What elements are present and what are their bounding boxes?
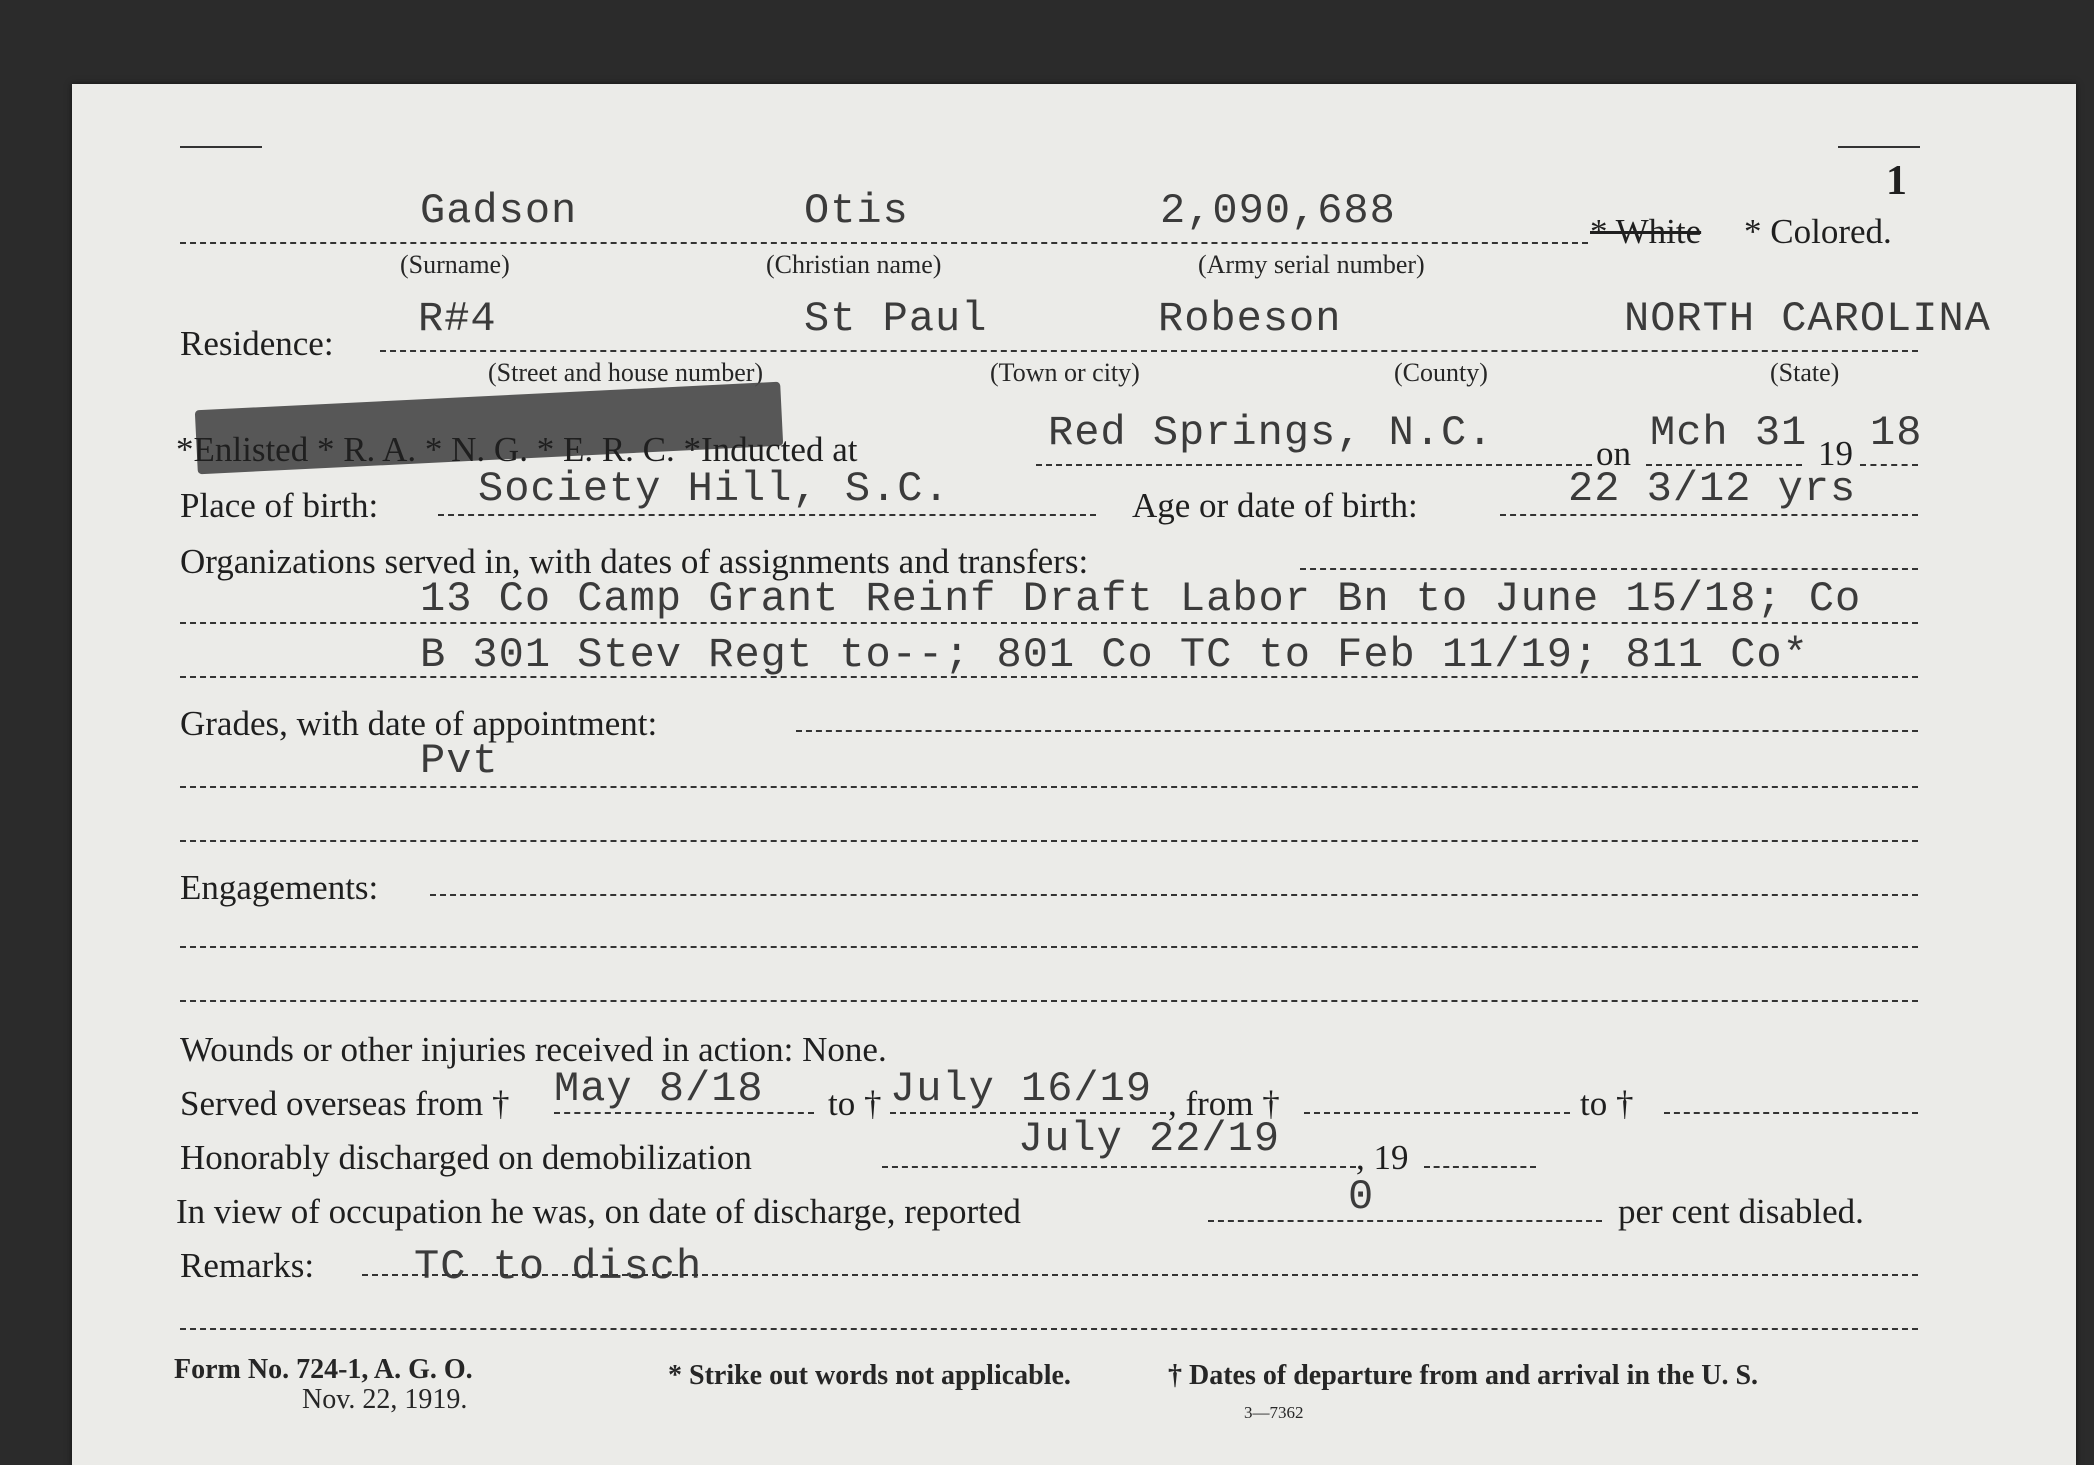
year-suffix: , 19 bbox=[1356, 1138, 1409, 1177]
organizations-line2-value: B 301 Stev Regt to--; 801 Co TC to Feb 11/19; 811 Co* bbox=[420, 631, 1809, 679]
grades-label: Grades, with date of appointment: bbox=[180, 704, 658, 743]
inducted-year-value: 18 bbox=[1870, 409, 1923, 457]
serial-value: 2,090,688 bbox=[1160, 187, 1396, 235]
record-card bbox=[72, 84, 2076, 1465]
overseas-from-line bbox=[554, 1112, 814, 1114]
engagements-line-0 bbox=[430, 894, 1918, 896]
top-left-rule bbox=[180, 146, 262, 148]
engagements-line-2 bbox=[180, 1000, 1918, 1002]
engagements-label: Engagements: bbox=[180, 868, 379, 907]
to2-line bbox=[1664, 1112, 1918, 1114]
grades-line-2 bbox=[180, 840, 1918, 842]
discharged-line bbox=[882, 1166, 1356, 1168]
wounds-label: Wounds or other injuries received in action: None. bbox=[180, 1030, 887, 1069]
to2-label: to † bbox=[1580, 1084, 1634, 1123]
inducted-year-line bbox=[1860, 464, 1918, 466]
inducted-at-value: Red Springs, N.C. bbox=[1048, 409, 1494, 457]
to-label: to † bbox=[828, 1084, 882, 1123]
town-caption: (Town or city) bbox=[990, 358, 1140, 387]
honorably-label: Honorably discharged on demobilization bbox=[180, 1138, 752, 1177]
grades-line-0 bbox=[796, 730, 1918, 732]
enlisted-label: *Enlisted * R. A. * N. G. * E. R. C. *Inducted at bbox=[176, 430, 858, 469]
county-value: Robeson bbox=[1158, 295, 1342, 343]
organizations-line1-value: 13 Co Camp Grant Reinf Draft Labor Bn to June 15/18; Co bbox=[420, 575, 1862, 623]
overseas-to-value: July 16/19 bbox=[890, 1065, 1153, 1113]
engagements-line-1 bbox=[180, 946, 1918, 948]
grade-value: Pvt bbox=[420, 737, 499, 785]
name-line bbox=[180, 242, 1588, 244]
inducted-at-line bbox=[1036, 464, 1592, 466]
race-white: * White bbox=[1590, 212, 1702, 251]
per-cent-label: per cent disabled. bbox=[1618, 1192, 1864, 1231]
state-caption: (State) bbox=[1770, 358, 1840, 387]
street-caption: (Street and house number) bbox=[488, 358, 764, 387]
town-value: St Paul bbox=[804, 295, 988, 343]
remarks-label: Remarks: bbox=[180, 1246, 315, 1285]
year-prefix: 19 bbox=[1818, 434, 1853, 473]
overseas-to-line bbox=[890, 1112, 1166, 1114]
place-of-birth-line bbox=[438, 514, 1096, 516]
place-of-birth-value: Society Hill, S.C. bbox=[478, 465, 950, 513]
year-suffix-line bbox=[1424, 1166, 1536, 1168]
overseas-from-value: May 8/18 bbox=[554, 1065, 764, 1113]
grades-line-1 bbox=[180, 786, 1918, 788]
state-value: NORTH CAROLINA bbox=[1624, 295, 1991, 343]
on-label: on bbox=[1596, 434, 1631, 473]
strike-note: * Strike out words not applicable. bbox=[668, 1360, 1071, 1391]
serial-caption: (Army serial number) bbox=[1198, 250, 1425, 279]
remarks-value: TC to disch bbox=[414, 1243, 703, 1291]
inducted-on-value: Mch 31 bbox=[1650, 409, 1808, 457]
surname-value: Gadson bbox=[420, 187, 578, 235]
disabled-line bbox=[1208, 1220, 1602, 1222]
organizations-label: Organizations served in, with dates of assignments and transfers: bbox=[180, 542, 1089, 581]
christian-name-value: Otis bbox=[804, 187, 909, 235]
from-label: , from † bbox=[1168, 1084, 1280, 1123]
remarks-line bbox=[362, 1274, 1918, 1276]
form-date: Nov. 22, 1919. bbox=[302, 1384, 468, 1415]
age-label: Age or date of birth: bbox=[1132, 486, 1418, 525]
age-line bbox=[1500, 514, 1918, 516]
residence-line bbox=[380, 350, 1918, 352]
discharged-value: July 22/19 bbox=[1018, 1115, 1281, 1163]
christian-name-caption: (Christian name) bbox=[766, 250, 942, 279]
organizations-line-2 bbox=[180, 676, 1918, 678]
remarks-line-2 bbox=[180, 1328, 1918, 1330]
organizations-line-0 bbox=[1300, 568, 1918, 570]
from-line bbox=[1304, 1112, 1570, 1114]
dates-note: † Dates of departure from and arrival in the U. S. bbox=[1168, 1360, 1759, 1391]
occupation-label: In view of occupation he was, on date of discharge, reported bbox=[176, 1192, 1021, 1231]
age-value: 22 3/12 yrs bbox=[1568, 465, 1857, 513]
surname-caption: (Surname) bbox=[400, 250, 510, 279]
print-code: 3—7362 bbox=[1244, 1403, 1304, 1422]
form-number: Form No. 724-1, A. G. O. bbox=[174, 1354, 473, 1385]
card-number: 1 bbox=[1886, 158, 1907, 204]
place-of-birth-label: Place of birth: bbox=[180, 486, 379, 525]
organizations-line-1 bbox=[180, 622, 1918, 624]
top-right-rule bbox=[1838, 146, 1920, 148]
county-caption: (County) bbox=[1394, 358, 1488, 387]
disabled-value: 0 bbox=[1348, 1173, 1375, 1221]
residence-label: Residence: bbox=[180, 324, 334, 363]
street-value: R#4 bbox=[418, 295, 497, 343]
served-overseas-label: Served overseas from † bbox=[180, 1084, 510, 1123]
race-colored: * Colored. bbox=[1744, 212, 1892, 251]
